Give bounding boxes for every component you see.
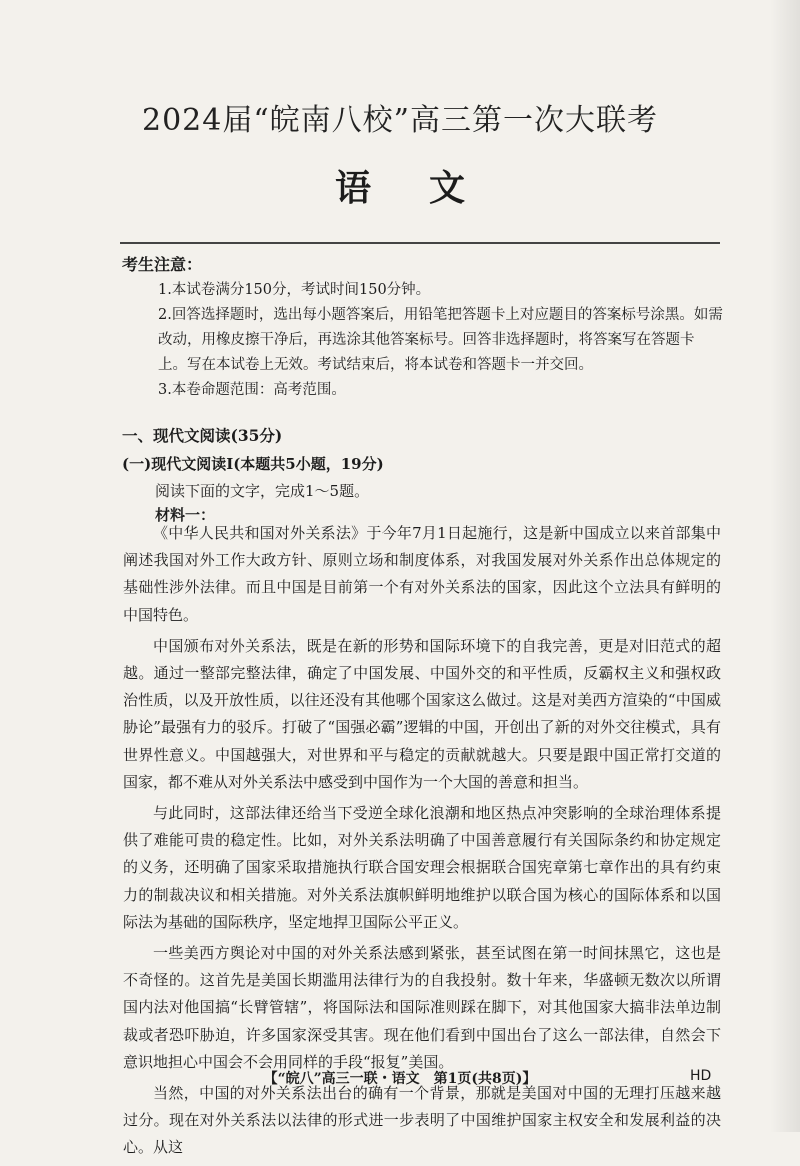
scan-shadow xyxy=(770,0,800,1132)
article-paragraph: 一些美西方舆论对中国的对外关系法感到紧张，甚至试图在第一时间抹黑它，这也是不奇怪的。这首先是美国长期滥用法律行为的自我投射。数十年来，华盛顿无数次以所谓国内法对他国搞“长臂管辖”，将国际法和国际准则踩在脚下，对其他国家大搞非法单边制裁或者恐吓胁迫，许多国家深受其害。现在他们看到中国出台了这么一部法律，自然会下意识地担心中国会不会用同样的手段“报复”美国。 xyxy=(123,944,721,1071)
subsection-heading: (一)现代文阅读Ⅰ(本题共5小题，19分) xyxy=(122,455,384,473)
article-paragraph: 中国颁布对外关系法，既是在新的形势和国际环境下的自我完善，更是对旧范式的超越。通过一整部完整法律，确定了中国发展、中国外交的和平性质，反霸权主义和强权政治性质，以及开放性质，以往还没有其他哪个国家这么做过。这是对美西方渲染的“中国威胁论”最强有力的驳斥。打破了“国强必霸”逻辑的中国，开创出了新的对外交往模式，具有世界性意义。中国越强大，对世界和平与稳定的贡献就越大。只要是跟中国正常打交道的国家，都不难从对外关系法中感受到中国作为一个大国的善意和担当。 xyxy=(123,636,721,791)
article-paragraph: 当然，中国的对外关系法出台的确有一个背景，那就是美国对中国的无理打压越来越过分。现在对外关系法以法律的形式进一步表明了中国维护国家主权安全和发展利益的决心。从这 xyxy=(123,1084,721,1157)
notice-list xyxy=(158,278,723,403)
exam-title: 2024届“皖南八校”高三第一次大联考 xyxy=(141,103,659,138)
reading-instruction: 阅读下面的文字，完成1～5题。 xyxy=(155,482,370,500)
notice-heading: 考生注意： xyxy=(122,255,203,274)
page-footer: 【“皖八”高三一联・语文 第1页(共8页)】 xyxy=(263,1071,537,1087)
article-paragraph: 与此同时，这部法律还给当下受逆全球化浪潮和地区热点冲突影响的全球治理体系提供了难能可贵的稳定性。比如，对外关系法明确了中国善意履行有关国际条约和协定规定的义务，还明确了国家采取措施执行联合国安理会根据联合国宪章第七章作出的具有约束力的制裁决议和相关措施。对外关系法旗帜鲜明地维护以联合国为核心的国际体系和以国际法为基础的国际秩序，坚定地捍卫国际公平正义。 xyxy=(123,804,721,931)
notice-item: 2.回答选择题时，选出每小题答案后，用铅笔把答题卡上对应题目的答案标号涂黑。如需改动，用橡皮擦干净后，再选涂其他答案标号。回答非选择题时，将答案写在答题卡上。写在本试卷上无效。考试结束后，将本试卷和答题卡一并交回。 xyxy=(158,307,723,373)
material-label: 材料一： xyxy=(155,506,216,524)
section-heading: 一、现代文阅读(35分) xyxy=(122,426,283,445)
subject-title: 语文 xyxy=(334,167,523,209)
notice-item: 3.本卷命题范围：高考范围。 xyxy=(158,382,346,398)
notice-item: 1.本试卷满分150分，考试时间150分钟。 xyxy=(158,282,431,298)
footer-code: HD xyxy=(690,1068,712,1084)
article-paragraph: 《中华人民共和国对外关系法》于今年7月1日起施行，这是新中国成立以来首部集中阐述我国对外工作大政方针、原则立场和制度体系，对我国发展对外关系作出总体规定的基础性涉外法律。而且中国是目前第一个有对外关系法的国家，因此这个立法具有鲜明的中国特色。 xyxy=(123,524,721,624)
header-divider xyxy=(120,242,720,244)
